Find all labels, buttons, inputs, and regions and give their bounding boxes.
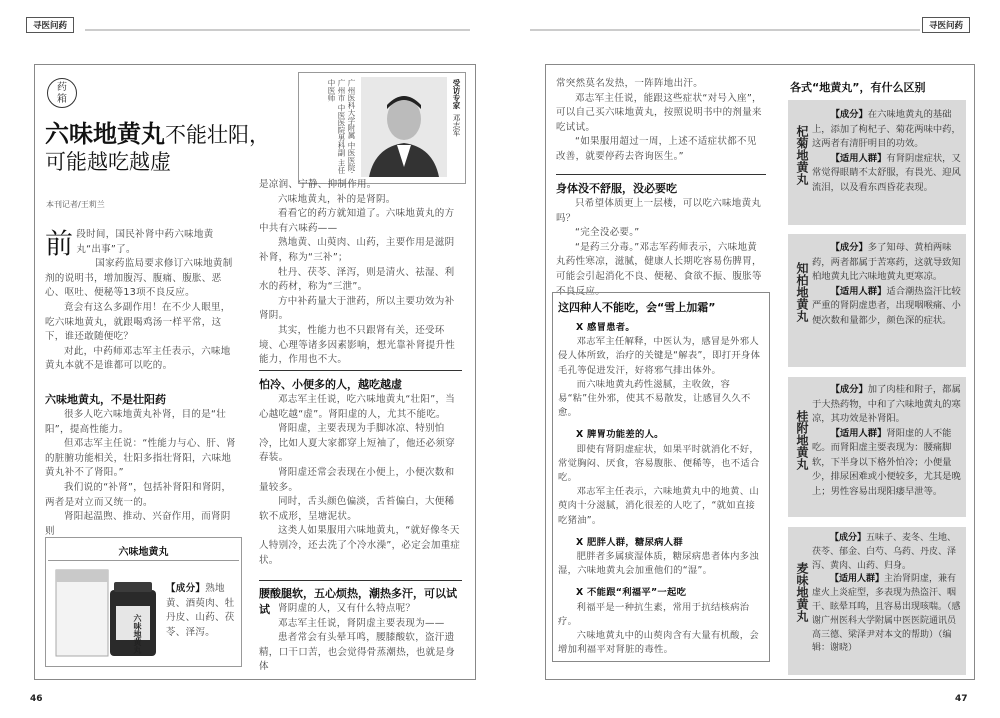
expert-photo (361, 77, 447, 177)
section-heading-3: 腰酸腿软，五心烦热，潮热多汗，可以试试 (259, 587, 457, 616)
card-1-text: 【成分】在六味地黄丸的基础上，添加了枸杞子、菊花两味中药，这两者有清肝明目的功效。 【适用人群】有肾阴虚症状，又常觉得眼睛不太舒服，有畏光、迎风流泪，以及看东西昏花表现。 (812, 109, 961, 193)
card-3-name: 桂附地黄丸 (795, 410, 809, 470)
article-title (45, 121, 305, 176)
title-bold: 六味地黄丸 (45, 120, 165, 148)
product-divider (48, 560, 239, 561)
section-heading-2: 怕冷、小便多的人，越吃越虚 (259, 378, 402, 391)
warning-box-title: 这四种人不能吃，会“雪上加霜” (558, 301, 716, 314)
section-rule-3 (259, 580, 462, 581)
product-title: 六味地黄丸 (118, 547, 169, 558)
section-2-body: 邓志军主任说，吃六味地黄丸“壮阳”，当心越吃越“虚”。肾阳虚的人，尤其不能吃。 肾阳虚，主要表现为手脚冰凉、特别怕冷，比如人夏大家都穿上短袖了，他还必须穿春装。 肾阳虚还常会表现在小便上，小便次数和量较多。 同时，舌头颜色偏淡，舌苔偏白，大便稀软不成形，呈塘泥状。 这类人如果服用六味地黄丸，“就好像冬天人特别冷，还去洗了个冷水澡”，必定会加重症状。 (259, 394, 461, 566)
title-rest: 不能壮阳， (165, 123, 270, 147)
page-number-left: 46 (30, 694, 43, 704)
warning-box-body: X 感冒患者。 邓志军主任解释，中医认为，感冒是外邪人侵人体所致，治疗的关键是“解表”，即打开身体毛孔等促进发汗，好将邪气排出体外。 而六味地黄丸药性滋腻，主收敛，容易“粘”住外邪，使其不易散发，让感冒久久不愈。 X 脾胃功能差的人。 即使有肾阴虚症状，如果平时就消化不好，常觉胸闷、厌食，容易腹胀、便稀等，也不适合吃。 邓志军主任表示，六味地黄丸中的地黄、山萸肉十分滋腻，消化很差的人吃了，“就如直接吃猪油”。 X 肥胖人群，糖尿病人群 肥胖者多属痰湿体质，糖尿病患者体内多浊湿，六味地黄丸会加重他们的“湿”。 X 不能跟“利福平”一起吃 利福平是一种抗生素，常用于抗结核病治疗。 六味地黄丸中的山萸肉含有大量有机酸，会增加利福平对肾脏的毒性。 (558, 318, 763, 657)
section-tab-right: 寻医问药 (922, 17, 970, 33)
bottle-label: 六味地黄丸 (133, 614, 142, 654)
comparison-title: 各式“地黄丸”，有什么区别 (790, 81, 926, 94)
byline: 本刊记者/王莉兰 (46, 200, 105, 209)
title-line2: 可能越吃越虚 (45, 150, 171, 174)
card-4-name: 麦味地黄丸 (795, 562, 809, 622)
badge-bottom: 箱 (57, 94, 67, 105)
medicine-package-image (54, 566, 162, 662)
section-heading-1: 六味地黄丸，不是壮阳药 (45, 393, 166, 406)
warning-3-head: X 肥胖人群，糖尿病人群 (576, 536, 683, 548)
card-1-name: 杞菊地黄丸 (795, 125, 809, 185)
section-3-body: 肾阴虚的人，又有什么特点呢？ 邓志军主任说，肾阴虚主要表现为—— 患者常会有头晕耳鸣，腰膝酸软，盗汗遗精，口干口苦，也会觉得骨蒸潮热，也就是身体 (259, 603, 456, 673)
warning-1-head: X 感冒患者。 (576, 322, 635, 333)
expert-affiliation: 广州医科大学附属 中医医院·广州市 中医医院男科副 主任中医师 (327, 79, 356, 174)
section-1-body: 很多人吃六味地黄丸补肾，目的是“壮阳”，提高性能力。 但邓志军主任说：“性能力与心、肝、肾的脏腑功能相关，壮阳多指壮肾阳，六味地黄丸补不了肾阳。” 我们说的“补肾”，包括补肾阳和肾阴，两者是对立而又统一的。 肾阳起温煦、推动、兴奋作用，而肾阴则 (45, 409, 236, 537)
section-tab-left: 寻医问药 (26, 17, 74, 33)
section-rule-2 (259, 370, 462, 371)
right-column-top: 常突然莫名发热，一阵阵地出汗。 邓志军主任说，能跟这些症状“对号入座”，可以自己买六味地黄丸，按照说明书中的剂量来吃试试。 “如果服用超过一周，上述不适症状都不见改善，就要停药去咨询医生。” (556, 78, 762, 162)
section-heading-4: 身体没不舒服，没必要吃 (556, 182, 677, 195)
product-box (45, 537, 242, 667)
card-4-text: 【成分】五味子、麦冬、生地、茯苓、郁金、白芍、乌药、丹皮、泽泻、黄肉、山药、归身。 【适用人群】主治肾阴虚，兼有虚火上炎症型，多表现为热盗汗、咽干、眩晕耳鸣，且容易出现咳喘。（感谢广州医科大学附属中医医院通讯员高三德、梁泽尹对本文的帮助）（编辑：谢晓） (812, 533, 961, 654)
product-ingredients: 【成分】熟地黄、酒萸肉、牡丹皮、山药、茯苓、泽泻。 (166, 583, 235, 638)
category-badge (47, 78, 77, 108)
card-2-text: 【成分】多了知母、黄柏两味药，两者都属于苦寒药，这就导致知柏地黄丸比六味地黄丸更寒凉。 【适用人群】适合潮热盗汗比较严重的肾阴虚患者，出现咽喉痛、小便次数和量都少，颜色深的症状。 (812, 242, 961, 326)
column-2-top: 是凉润、宁静、抑制作用。 六味地黄丸，补的是肾阴。 看看它的药方就知道了。六味地黄丸的方中共有六味药—— 熟地黄、山萸肉、山药，主要作用是滋阴补肾，称为“三补”； 牡丹、茯苓、泽泻，则是清火、祛湿、利水的药材，称为“三泄”。 方中补药量大于泄药，所以主要功效为补肾阴。 其实，性能力也不只跟肾有关，还受环境、心理等诸多因素影响，想光靠补肾提升性能力，作用也不大。 (259, 179, 456, 366)
expert-box (298, 72, 466, 184)
card-2-name: 知柏地黄丸 (795, 262, 809, 322)
badge-top: 药 (57, 82, 67, 93)
header-lines (0, 0, 1000, 40)
warning-4-head: X 不能跟“利福平”一起吃 (576, 587, 687, 599)
section-rule-4 (556, 174, 766, 175)
warning-2-head: X 脾胃功能差的人。 (576, 429, 664, 441)
expert-name-block: 受访专家 邓志军 (452, 79, 461, 137)
intro-column: 前段时间，国民补肾中药六味地黄丸“出事”了。 国家药监局要求修订六味地黄制剂的说明书，增加腹泻、腹痛、腹胀、恶心、呕吐、便秘等13项不良反应。 竟会有这么多副作用！在不少人眼里，吃六味地黄丸，就跟喝鸡汤一样平常，这下，谁还敢随便吃？ 对此，中药师邓志军主任表示，六味地黄丸本就不是谁都可以吃的。 (45, 227, 233, 372)
section-4-body: 只希望体质更上一层楼，可以吃六味地黄丸吗？ “完全没必要。” “是药三分毒。”邓志军药师表示，六味地黄丸药性寒凉，滋腻，健康人长期吃容易伤脾胃，可能会引起消化不良、便秘、食欲不振、腹胀等不良反应。 (556, 198, 762, 297)
page-number-right: 47 (955, 694, 968, 704)
dropcap: 前 (45, 227, 74, 260)
card-3-text: 【成分】加了肉桂和附子，都属于大热药物，中和了六味地黄丸的寒凉，其功效是补肾阳。 【适用人群】肾阳虚的人不能吃。而肾阳虚主要表现为：腰痛脚软，下半身以下格外怕冷；小便量少，排尿困难或小便较多，尤其是晚上；男性容易出现阳痿早泄等。 (812, 384, 961, 497)
